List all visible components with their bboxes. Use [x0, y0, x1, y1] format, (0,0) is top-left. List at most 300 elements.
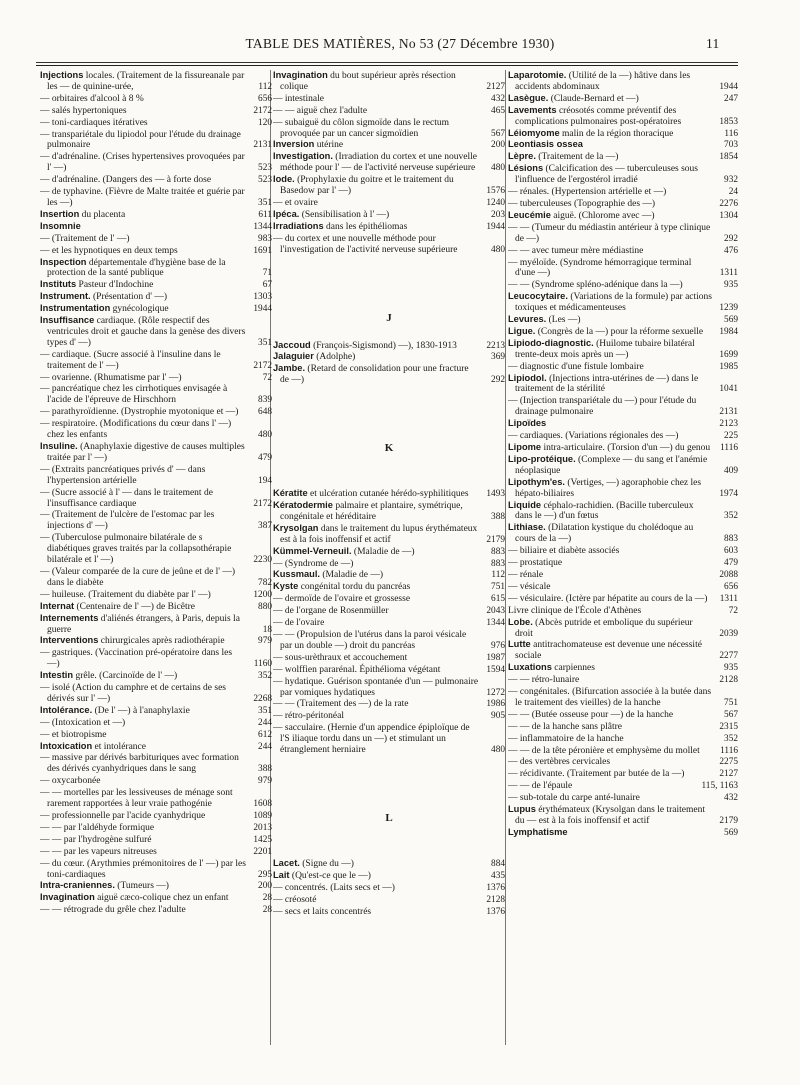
- entry-text: carpiennes: [551, 663, 595, 674]
- index-entry: [40, 613, 272, 636]
- entry-text: — — mortelles par les lessiveuses de ménage sont rarement rapportées à leur vraie pathogénie: [40, 788, 233, 810]
- entry-page-number: 71: [262, 268, 272, 279]
- index-entry: [508, 70, 738, 93]
- entry-text: — — de la tête péronière et emphysème du mollet: [508, 745, 700, 756]
- entry-text: — (Intoxication et —): [40, 717, 126, 728]
- entry-page-number: 2179: [486, 534, 505, 545]
- entry-page-number: 1344: [486, 618, 505, 629]
- entry-page-number: 292: [491, 375, 505, 386]
- entry-page-number: 465: [491, 105, 505, 116]
- index-entry: [273, 546, 505, 558]
- entry-text: — secs et laits concentrés: [273, 906, 372, 917]
- entry-page-number: 979: [258, 636, 272, 647]
- index-entry: [40, 741, 272, 753]
- entry-heading: Ligue.: [508, 325, 536, 336]
- entry-heading: Insuffisance: [40, 315, 95, 326]
- entry-page-number: 1854: [719, 152, 738, 163]
- entry-text: — — (Syndrome spléno-adénique dans la —): [508, 280, 683, 291]
- entry-text: — et biotropisme: [40, 729, 107, 740]
- entry-text: Pasteur d'Indochine: [76, 280, 154, 291]
- entry-page-number: 351: [258, 705, 272, 716]
- entry-text: — biliaire et diabète associés: [508, 546, 620, 557]
- entry-heading: Krysolgan: [273, 522, 319, 533]
- entry-page-number: 295: [258, 869, 272, 880]
- index-entry: [508, 827, 738, 839]
- entry-page-number: 409: [724, 465, 738, 476]
- entry-text: et intolérance: [92, 741, 146, 752]
- index-entry: [40, 810, 272, 822]
- entry-text: — (Traitement de l' —): [40, 233, 130, 244]
- entry-heading: Liquide: [508, 499, 542, 510]
- index-entry: [40, 315, 272, 349]
- index-entry: [508, 105, 738, 128]
- entry-page-number: 351: [258, 337, 272, 348]
- index-entry: [508, 222, 738, 245]
- entry-heading: Injections: [40, 70, 84, 80]
- entry-text: — vésicale: [508, 581, 551, 592]
- entry-text: (Maladie de —): [320, 570, 384, 581]
- entry-text: (Congrès de la —) pour la réforme sexuelle: [535, 326, 704, 337]
- index-entry: [508, 186, 738, 198]
- entry-heading: Insertion: [40, 208, 80, 219]
- entry-page-number: 247: [724, 93, 738, 104]
- index-entry: [273, 698, 505, 710]
- index-entry: [40, 406, 272, 418]
- entry-text: Livre clinique de l'École d'Athènes: [508, 605, 642, 616]
- entry-text: — et les hypnotiques en deux temps: [40, 245, 178, 256]
- index-entry: [508, 314, 738, 326]
- entry-text: — du cœur. (Arythmies prémonitoires de l' —) par les toni-cardiaques: [40, 858, 246, 880]
- entry-heading: Lymphatisme: [508, 826, 568, 837]
- index-entry: [40, 566, 272, 589]
- entry-text: — respiratoire. (Modifications du cœur dans l' —) chez les enfants: [40, 419, 232, 441]
- entry-text: locales. (Traitement de la fissureanale par les — de quinine-urée,: [47, 71, 245, 92]
- entry-heading: Invagination: [273, 70, 328, 80]
- entry-text: (Qu'est-ce que le —): [289, 870, 371, 881]
- entry-page-number: 388: [491, 511, 505, 522]
- entry-text: grêle. (Carcinoïde de l' —): [73, 671, 178, 682]
- entry-page-number: 24: [728, 187, 738, 198]
- index-entry: [508, 430, 738, 442]
- entry-heading: Intestin: [40, 670, 74, 681]
- entry-text: — (Traitement de l'ulcère de l'estomac par les injections d' —): [40, 510, 215, 532]
- index-entry: [508, 245, 738, 257]
- entry-text: du bout supérieur après résection colique: [280, 71, 456, 92]
- entry-heading: Lésions: [508, 163, 544, 174]
- index-entry: [40, 892, 272, 904]
- index-entry: [40, 487, 272, 510]
- entry-text: chirurgicales après radiothérapie: [98, 636, 225, 647]
- index-entry: [40, 834, 272, 846]
- entry-text: — rétro-péritonéal: [273, 711, 344, 722]
- index-entry: [273, 882, 505, 894]
- entry-page-number: 388: [258, 764, 272, 775]
- entry-page-number: 480: [258, 430, 272, 441]
- entry-page-number: 656: [258, 93, 272, 104]
- entry-heading: Leontiasis ossea: [508, 139, 583, 150]
- index-column-2: [273, 70, 505, 1045]
- entry-heading: Ipéca.: [273, 208, 300, 219]
- entry-heading: Instituts: [40, 279, 77, 290]
- section-letter-j: J: [386, 311, 392, 324]
- entry-page-number: 612: [258, 729, 272, 740]
- index-entry: [508, 279, 738, 291]
- index-entry: [40, 682, 272, 705]
- entry-text: — — avec tumeur mère médiastine: [508, 245, 644, 256]
- entry-page-number: 983: [258, 233, 272, 244]
- entry-text: — — (Traitement des —) de la rate: [273, 699, 409, 710]
- index-entry: [273, 151, 505, 174]
- entry-text: — massive par dérivés barbituriques avec formation des dérivés cyanhydriques dans le sang: [40, 753, 239, 775]
- entry-page-number: 2131: [253, 140, 272, 151]
- entry-heading: Intoxication: [40, 740, 93, 751]
- entry-page-number: 883: [491, 558, 505, 569]
- index-entry: [40, 532, 272, 566]
- index-entry: [508, 198, 738, 210]
- entry-page-number: 523: [258, 163, 272, 174]
- entry-page-number: 72: [262, 372, 272, 383]
- entry-text: aiguë. (Chlorome avec —): [550, 210, 655, 221]
- entry-page-number: 1987: [486, 652, 505, 663]
- entry-page-number: 435: [491, 870, 505, 881]
- entry-text: (Traitement de la —): [535, 152, 619, 163]
- index-entry: [273, 870, 505, 882]
- index-entry: [40, 151, 272, 174]
- index-entry: [273, 906, 505, 918]
- entry-text: (Anaphylaxie digestive de causes multiples traitée par l' —): [47, 442, 245, 463]
- index-entry: [40, 174, 272, 186]
- index-entry: [273, 593, 505, 605]
- entry-page-number: 1311: [719, 593, 738, 604]
- entry-text: — de typhavine. (Fièvre de Malte traitée et guérie par les —): [40, 187, 245, 208]
- entry-text: — (Injection transpariétale du —) pour l'étude du drainage pulmonaire: [508, 396, 697, 418]
- entry-text: (De l' —) à l'anaphylaxie: [92, 705, 190, 716]
- column-divider: [505, 70, 506, 1045]
- index-entry: [40, 705, 272, 717]
- entry-page-number: 2268: [253, 693, 272, 704]
- entry-page-number: 2123: [719, 419, 738, 430]
- index-entry: [273, 105, 505, 117]
- entry-page-number: 1425: [253, 834, 272, 845]
- entry-text: palmaire et plantaire, symétrique, congénitale et héréditaire: [280, 501, 463, 522]
- entry-page-number: 203: [491, 209, 505, 220]
- index-entry: [40, 209, 272, 221]
- entry-text: — sous-urèthraux et accouchement: [273, 652, 408, 663]
- index-entry: [40, 787, 272, 810]
- entry-page-number: 883: [491, 546, 505, 557]
- entry-text: congénital tordu du pancréas: [298, 582, 411, 593]
- entry-page-number: 1853: [719, 116, 738, 127]
- index-entry: [40, 846, 272, 858]
- entry-text: et ulcération cutanée hérédo-syphilitiques: [307, 489, 469, 500]
- entry-page-number: 1041: [719, 384, 738, 395]
- entry-text: — subaiguë du côlon sigmoïde dans le rectum provoquée par un cancer sigmoïdien: [273, 117, 449, 139]
- entry-page-number: 1089: [253, 811, 272, 821]
- index-entry: [40, 635, 272, 647]
- entry-text: (Signe du —): [299, 858, 354, 869]
- entry-page-number: 703: [724, 140, 738, 151]
- entry-text: (Irradiation du cortex et une nouvelle méthode pour l' — de l'activité nerveuse supérieure: [280, 152, 477, 174]
- entry-page-number: 1304: [719, 210, 738, 221]
- entry-page-number: 67: [262, 280, 272, 291]
- index-entry: [508, 768, 738, 780]
- entry-text: — — de l'épaule: [508, 781, 573, 792]
- entry-page-number: 880: [258, 601, 272, 612]
- entry-heading: Instrument.: [40, 291, 91, 302]
- entry-text: — — rétrograde du grêle chez l'adulte: [40, 905, 186, 916]
- index-entry: [40, 441, 272, 464]
- entry-page-number: 292: [724, 233, 738, 244]
- index-entry: [508, 581, 738, 593]
- entry-heading: Kümmel-Verneuil.: [273, 545, 352, 556]
- entry-page-number: 480: [491, 163, 505, 174]
- entry-heading: Jaccoud: [273, 339, 311, 350]
- index-entry: [273, 523, 505, 546]
- entry-page-number: 1944: [253, 304, 272, 315]
- index-entry: [508, 477, 738, 500]
- entry-text: (Les —): [546, 315, 581, 326]
- entry-text: malin de la région thoracique: [559, 128, 674, 139]
- entry-text: — dermoïde de l'ovaire et grossesse: [273, 594, 411, 605]
- index-entry: [508, 605, 738, 617]
- index-group-i: [273, 70, 505, 256]
- entry-text: dans le traitement du lupus érythémateux est à la fois inoffensif et actif: [280, 523, 478, 545]
- entry-page-number: 1272: [486, 687, 505, 698]
- entry-heading: Lutte: [508, 639, 531, 650]
- entry-page-number: 200: [258, 881, 272, 892]
- page-title: TABLE DES MATIÈRES, No 53 (27 Décembre 1930): [245, 36, 555, 51]
- entry-page-number: 2230: [253, 555, 272, 566]
- entry-text: — — de la hanche sans plâtre: [508, 721, 622, 732]
- entry-text: (Vertiges, —) agoraphobie chez les hépato-biliaires: [515, 477, 702, 499]
- index-entry: [508, 139, 738, 151]
- entry-heading: Lipiodol.: [508, 372, 547, 383]
- index-entry: [273, 209, 505, 221]
- entry-text: départementale d'hygiène base de la protection de la santé publique: [47, 257, 226, 279]
- section-letter-l: L: [385, 811, 393, 824]
- entry-text: — isolé (Action du camphre et de certains de ses dérivés sur l' —): [40, 683, 226, 704]
- entry-page-number: 18: [262, 624, 272, 635]
- entry-text: — pancréatique chez les cirrhotiques envisagée à l'acide de l'épreuve de Hirschhorn: [40, 384, 228, 406]
- entry-page-number: 120: [258, 117, 272, 128]
- index-entry: [508, 454, 738, 477]
- entry-page-number: 1311: [719, 268, 738, 279]
- entry-text: — prostatique: [508, 558, 563, 569]
- entry-text: — rénale: [508, 569, 544, 580]
- entry-page-number: 2127: [486, 81, 505, 92]
- index-entry: [273, 351, 505, 363]
- index-entry: [40, 372, 272, 384]
- entry-text: — — (Propulsion de l'utérus dans la paroi vésicale par un double —) droit du pancréas: [273, 630, 467, 651]
- index-entry: [40, 186, 272, 209]
- entry-heading: Irradiations: [273, 220, 324, 231]
- entry-page-number: 352: [724, 511, 738, 522]
- entry-page-number: 116: [724, 128, 738, 139]
- entry-text: intra-articulaire. (Torsion d'un —) du genou: [541, 443, 711, 453]
- entry-text: — huileuse. (Traitement du diabète par l' —): [40, 589, 211, 600]
- entry-text: aiguë cæco-colique chez un enfant: [94, 893, 229, 904]
- index-entry: [40, 589, 272, 601]
- entry-heading: Luxations: [508, 662, 552, 673]
- entry-text: utérine: [314, 140, 344, 151]
- entry-page-number: 615: [491, 594, 505, 605]
- entry-text: — des vertèbres cervicales: [508, 757, 611, 768]
- entry-text: — créosoté: [273, 894, 317, 905]
- entry-page-number: 2128: [486, 894, 505, 905]
- entry-page-number: 2172: [253, 105, 272, 116]
- entry-heading: Invagination: [40, 892, 95, 903]
- entry-text: — — aiguë chez l'adulte: [273, 105, 368, 116]
- entry-heading: Lacet.: [273, 857, 300, 868]
- entry-heading: Lithiase.: [508, 522, 546, 533]
- index-entry: [508, 522, 738, 545]
- entry-text: — salés hypertoniques: [40, 105, 127, 116]
- entry-page-number: 1691: [253, 245, 272, 256]
- entry-text: (Centenaire de l' —) de Bicêtre: [74, 601, 196, 612]
- entry-text: (Présentation d' —): [90, 292, 168, 303]
- entry-page-number: 2172: [253, 498, 272, 509]
- entry-page-number: 1303: [253, 292, 272, 303]
- index-entry: [508, 418, 738, 430]
- index-entry: [508, 569, 738, 581]
- entry-page-number: 603: [724, 546, 738, 557]
- entry-page-number: 1984: [719, 326, 738, 337]
- index-entry: [508, 721, 738, 733]
- entry-text: cardiaque. (Rôle respectif des ventricules droit et gauche dans la genèse des divers types d' —): [47, 316, 246, 348]
- entry-text: — myéloïde. (Syndrome hémorragique terminal d'une —): [508, 257, 692, 279]
- index-entry: [40, 70, 272, 93]
- index-entry: [40, 752, 272, 775]
- entry-text: — hydatique. Guérison spontanée d'un — pulmonaire par vomiques hydatiques: [273, 676, 479, 698]
- entry-heading: Jalaguier: [273, 351, 314, 362]
- index-entry: [273, 117, 505, 140]
- entry-heading: Intra-craniennes.: [40, 880, 115, 891]
- entry-page-number: 2179: [719, 816, 738, 826]
- entry-text: — (Tuberculose pulmonaire bilatérale de s diabétiques graves traités par la collapsothérapie bilatérale et l' —): [40, 533, 232, 566]
- index-entry: [40, 904, 272, 916]
- entry-text: — concentrés. (Laits secs et —): [273, 882, 395, 893]
- section-letter-k: K: [384, 442, 394, 455]
- index-entry: [273, 488, 505, 500]
- entry-page-number: 2043: [486, 606, 505, 617]
- index-entry: [273, 581, 505, 593]
- index-entry: [40, 383, 272, 406]
- entry-page-number: 244: [258, 741, 272, 752]
- index-entry: [273, 197, 505, 209]
- entry-text: érythémateux (Krysolgan dans le traitement du — est à la fois inoffensif et actif: [515, 805, 705, 826]
- entry-text: (Claude-Bernard et —): [548, 93, 639, 104]
- index-entry: [40, 257, 272, 280]
- entry-page-number: 884: [491, 858, 505, 869]
- index-entry: [40, 245, 272, 257]
- entry-text: antitrachomateuse est devenue une nécessité sociale: [515, 640, 702, 662]
- index-entry: [508, 163, 738, 186]
- entry-text: (Maladie de —): [351, 546, 415, 557]
- entry-text: — et ovaire: [273, 197, 318, 208]
- entry-text: — diagnostic d'une fistule lombaire: [508, 361, 644, 372]
- index-entry: [273, 221, 505, 233]
- entry-heading: Internements: [40, 612, 99, 623]
- entry-page-number: 2201: [253, 846, 272, 857]
- entry-page-number: 782: [258, 577, 272, 588]
- index-entry: [508, 557, 738, 569]
- index-entry: [508, 804, 738, 827]
- entry-page-number: 2127: [719, 769, 738, 780]
- entry-page-number: 1116: [720, 443, 738, 453]
- index-entry: [508, 128, 738, 140]
- index-entry: [273, 894, 505, 906]
- index-entry: [508, 338, 738, 361]
- entry-text: (Variations de la formule) par actions toxiques et médicamenteuses: [515, 292, 712, 314]
- entry-text: — sacculaire. (Hernie d'un appendice épiploïque de l'S iliaque tordu dans un —) et stimulant un étranglement herniaire: [273, 723, 470, 756]
- entry-page-number: 1985: [719, 361, 738, 372]
- index-entry: [508, 639, 738, 662]
- entry-text: (Prophylaxie du goitre et le traitement du Basedow par l' —): [280, 175, 454, 197]
- entry-text: — inflammatoire de la hanche: [508, 733, 624, 744]
- entry-text: — — par l'aldéhyde formique: [40, 822, 155, 833]
- index-entry: [508, 442, 738, 454]
- entry-page-number: 932: [724, 175, 738, 186]
- entry-text: — (Syndrome de —): [273, 558, 354, 569]
- entry-page-number: 351: [258, 197, 272, 208]
- entry-text: — d'adrénaline. (Crises hypertensives provoquées par l' —): [40, 152, 245, 174]
- index-entry: [508, 395, 738, 418]
- entry-page-number: 112: [258, 81, 272, 92]
- entry-text: — du cortex et une nouvelle méthode pour l'investigation de l'activité nerveuse supérieure: [273, 233, 458, 255]
- entry-text: — — par l'hydrogène sulfuré: [40, 834, 152, 845]
- entry-page-number: 1699: [719, 349, 738, 360]
- entry-heading: Instrumentation: [40, 303, 111, 314]
- index-entry: [508, 151, 738, 163]
- index-entry: [40, 670, 272, 682]
- entry-text: (Calcification des — tuberculeuses sous l'influence de l'ergostérol irradié: [515, 164, 699, 186]
- entry-page-number: 28: [262, 893, 272, 904]
- entry-text: — gastriques. (Vaccination pré-opératoire dans les —): [40, 648, 233, 670]
- entry-text: (Huilome tubaire bilatéral trente-deux mois après un —): [515, 338, 695, 360]
- header-rule: [36, 62, 738, 63]
- index-group-j: [273, 340, 505, 387]
- index-entry: [508, 545, 738, 557]
- entry-text: — cardiaques. (Variations régionales des —): [508, 431, 679, 442]
- entry-page-number: 656: [724, 581, 738, 592]
- entry-page-number: 1974: [719, 488, 738, 499]
- entry-heading: Kératite: [273, 488, 308, 499]
- page-header: [0, 36, 800, 56]
- entry-heading: Lasègue.: [508, 92, 549, 103]
- index-entry: [508, 93, 738, 105]
- entry-page-number: 2088: [719, 569, 738, 580]
- entry-text: — (Sucre associé à l' — dans le traitement de l'insuffisance cardiaque: [40, 487, 213, 509]
- index-entry: [273, 363, 505, 386]
- entry-heading: Insomnie: [40, 220, 81, 231]
- entry-page-number: 1344: [253, 221, 272, 232]
- index-entry: [273, 652, 505, 664]
- entry-heading: Interventions: [40, 635, 99, 646]
- entry-text: — tuberculeuses (Topographie des —): [508, 198, 656, 209]
- entry-text: — toni-cardiaques itératives: [40, 117, 148, 128]
- entry-page-number: 1986: [486, 699, 505, 710]
- index-entry: [40, 880, 272, 892]
- entry-page-number: 1116: [720, 745, 738, 756]
- index-entry: [40, 822, 272, 834]
- entry-heading: Intolérance.: [40, 704, 93, 715]
- index-entry: [508, 756, 738, 768]
- entry-heading: Iode.: [273, 174, 295, 185]
- index-entry: [273, 858, 505, 870]
- entry-heading: Kératodermie: [273, 500, 333, 511]
- index-entry: [40, 601, 272, 613]
- index-entry: [40, 509, 272, 532]
